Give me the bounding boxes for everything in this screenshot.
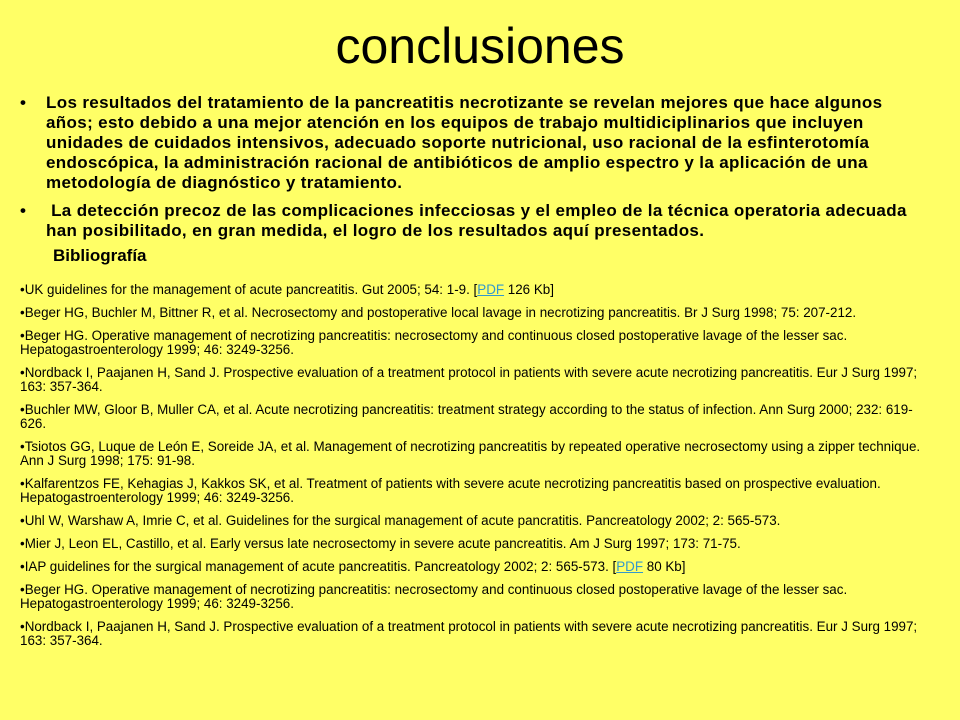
pdf-link[interactable]: PDF	[477, 282, 505, 297]
reference-item	[20, 366, 935, 394]
reference-text: •Beger HG. Operative management of necrotizing pancreatitis: necrosectomy and continuous closed postoperative lavage of the lesser sac. Hepatogastroenterology 1999; 46: 3249-3256.	[20, 328, 848, 357]
conclusion-text: La detección precoz de las complicaciones infecciosas y el empleo de la técnica operatoria adecuada han posibilitado, en gran medida, el logro de los resultados aquí presentados.	[46, 201, 912, 240]
reference-item	[20, 306, 935, 320]
reference-text: •UK guidelines for the management of acute pancreatitis. Gut 2005; 54: 1-9. [	[20, 282, 478, 297]
reference-text: •IAP guidelines for the surgical management of acute pancreatitis. Pancreatology 2002; 2: 565-573. [	[20, 559, 617, 574]
reference-text: •Nordback I, Paajanen H, Sand J. Prospective evaluation of a treatment protocol in patients with severe acute necrotizing pancreatitis. Eur J Surg 1997; 163: 357-364.	[20, 619, 918, 648]
reference-text: •Uhl W, Warshaw A, Imrie C, et al. Guidelines for the surgical management of acute pancratitis. Pancreatology 2002; 2: 565-573.	[20, 513, 781, 528]
slide-title: conclusiones	[335, 18, 625, 74]
reference-item	[20, 620, 935, 648]
reference-text-suffix: 126 Kb]	[504, 282, 554, 297]
pdf-link[interactable]: PDF	[616, 559, 644, 574]
reference-text: •Kalfarentzos FE, Kehagias J, Kakkos SK, et al. Treatment of patients with severe acute necrotizing pancreatitis based on prospective evaluation. Hepatogastroenterology 1999; 46: 3249-3256.	[20, 476, 881, 505]
reference-text: •Buchler MW, Gloor B, Muller CA, et al. Acute necrotizing pancreatitis: treatment strategy according to the status of infection. Ann Surg 2000; 232: 619-626.	[20, 402, 913, 431]
reference-item	[20, 477, 935, 505]
conclusions-list	[20, 93, 920, 249]
conclusion-item	[20, 201, 920, 241]
reference-item	[20, 440, 935, 468]
reference-item	[20, 329, 935, 357]
reference-item	[20, 537, 935, 551]
reference-text: •Beger HG, Buchler M, Bittner R, et al. Necrosectomy and postoperative local lavage in necrotizing pancreatitis. Br J Surg 1998; 75: 207-212.	[20, 305, 857, 320]
reference-item	[20, 514, 935, 528]
reference-item	[20, 283, 935, 297]
reference-text: •Mier J, Leon EL, Castillo, et al. Early versus late necrosectomy in severe acute pancreatitis. Am J Surg 1997; 173: 71-75.	[20, 536, 741, 551]
reference-text-suffix: 80 Kb]	[643, 559, 686, 574]
conclusion-item	[20, 93, 920, 193]
bullet-symbol: •	[20, 201, 27, 220]
bibliography-heading: Bibliografía	[53, 246, 147, 265]
reference-text: •Nordback I, Paajanen H, Sand J. Prospective evaluation of a treatment protocol in patients with severe acute necrotizing pancreatitis. Eur J Surg 1997; 163: 357-364.	[20, 365, 918, 394]
reference-list	[20, 283, 935, 657]
reference-item	[20, 560, 935, 574]
conclusion-text: Los resultados del tratamiento de la pancreatitis necrotizante se revelan mejores que hace algunos años; esto debido a una mejor atención en los equipos de trabajo multidiciplinarios que incluyen unidades de cuidados intensivos, adecuado soporte nutricional, uso racional de la esfinterotomía endoscópica, la administración racional de antibióticos de amplio espectro y la aplicación de una metodología de diagnóstico y tratamiento.	[46, 93, 883, 192]
reference-text: •Beger HG. Operative management of necrotizing pancreatitis: necrosectomy and continuous closed postoperative lavage of the lesser sac. Hepatogastroenterology 1999; 46: 3249-3256.	[20, 582, 848, 611]
reference-item	[20, 403, 935, 431]
bullet-symbol: •	[20, 93, 27, 112]
reference-text: •Tsiotos GG, Luque de León E, Soreide JA, et al. Management of necrotizing pancreatitis by repeated operative necrosectomy using a zipper technique. Ann J Surg 1998; 175: 91-98.	[20, 439, 921, 468]
reference-item	[20, 583, 935, 611]
